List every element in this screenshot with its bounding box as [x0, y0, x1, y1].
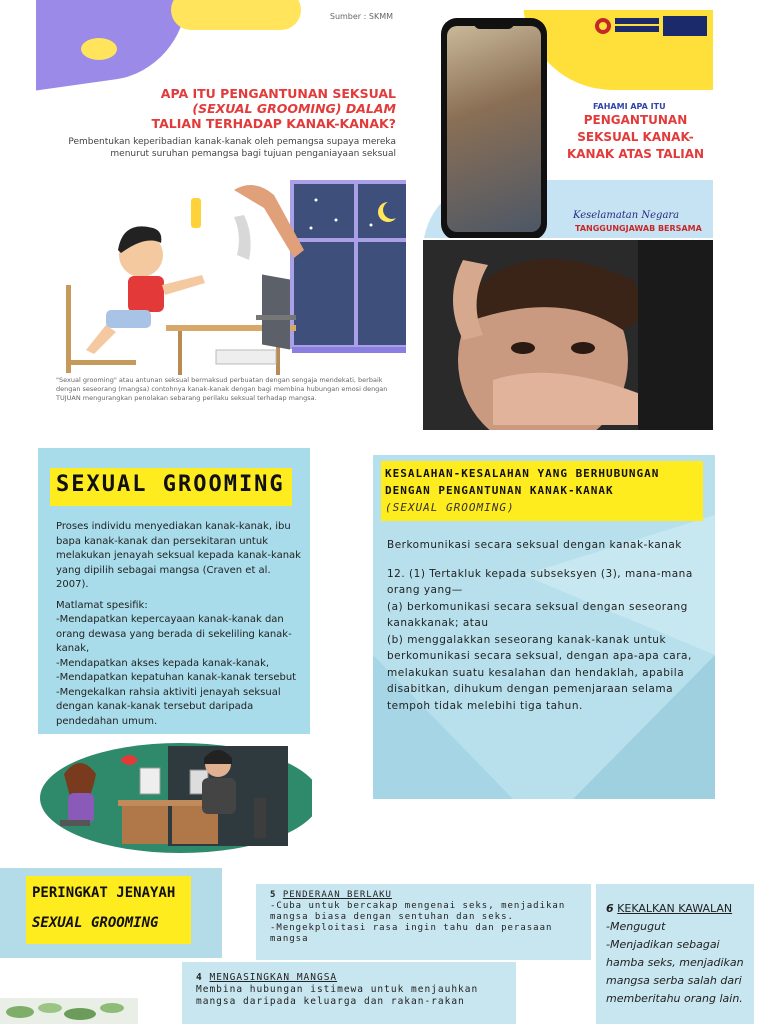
- stage-line: -Mengugut: [606, 920, 666, 933]
- child-shirt: [128, 276, 164, 312]
- yellow-blob-decoration: [171, 0, 301, 30]
- leaf-icon: [0, 998, 138, 1024]
- yellow-dot-decoration: [81, 38, 117, 60]
- tagline: Keselamatan Negara: [573, 210, 680, 221]
- stage-heading: KEKALKAN KAWALAN: [617, 902, 733, 915]
- title-line-1: APA ITU PENGANTUNAN SEKSUAL: [160, 86, 396, 101]
- section-12-1: 12. (1) Tertakluk kepada subseksyen (3), mana-mana orang yang—: [387, 567, 693, 596]
- panel1-caption: "Sexual grooming" atau antunan seksual bermaksud perbuatan dengan sengaja mendekati, berbaik dengan seseorang (mangsa) contohnya kanak-kanak dengan bagi membina hubungan emosi dengan TUJUAN mengurangkan penolakan sebarang perilaku seksual terhadap mangsa.: [56, 376, 388, 402]
- list-heading: Matlamat spesifik:: [56, 599, 148, 611]
- list-item: -Mendapatkan kepatuhan kanak-kanak tersebut: [56, 672, 297, 683]
- infographic-apa-itu: [36, 0, 421, 430]
- phone-screen-photo: [447, 26, 541, 232]
- stage-4-panel: [182, 962, 516, 1024]
- stage-line: Membina hubungan istimewa untuk menjauhkan mangsa daripada keluarga dan rakan-rakan: [196, 984, 479, 1007]
- stage-number: 6: [606, 902, 614, 915]
- panel1-subtitle: Pembentukan keperibadian kanak-kanak oleh pemangsa supaya mereka menurut suruhan pemangsa bagi tujuan penganiayaan seksual: [68, 137, 396, 159]
- child-photo-illustration: [423, 240, 713, 430]
- tagline-2: TANGGUNGJAWAB BERSAMA: [575, 224, 702, 233]
- frightened-child-photo: [423, 240, 713, 430]
- infographic-fahami: [423, 10, 713, 238]
- chair: [66, 285, 71, 373]
- list-item: -Mengekalkan rahsia aktiviti jenayah seksual dengan kanak-kanak tersebut daripada pendedahan umum.: [56, 686, 281, 727]
- stage-line: -Mengekploitasi rasa ingin tahu dan perasaan mangsa: [270, 923, 553, 944]
- mkn-logo: [593, 14, 709, 38]
- panel6-heading-sub: (SEXUAL GROOMING): [385, 501, 515, 514]
- stage-6-text: [606, 900, 751, 1008]
- stage-line: -Cuba untuk bercakap mengenai seks, menjadikan mangsa biasa dengan sentuhan dan seks.: [270, 901, 566, 922]
- phone-notch: [474, 22, 514, 29]
- stages-title-line-1: PERINGKAT JENAYAH: [32, 885, 176, 901]
- panel4-body: [56, 520, 304, 729]
- stage-heading: MENGASINGKAN MANGSA: [209, 972, 338, 983]
- stage-line: -Menjadikan sebagai hamba seks, menjadikan mangsa serba salah dari memberitahu orang lain.: [606, 938, 744, 1005]
- candy-icon: [191, 198, 201, 228]
- stages-title: [32, 878, 175, 938]
- clause-a: (a) berkomunikasi secara seksual dengan seseorang kanakkanak; atau: [387, 600, 688, 629]
- panel6-body: [387, 537, 709, 714]
- panel2-heading: [563, 112, 708, 163]
- stages-title-line-2: SEXUAL GROOMING: [32, 915, 159, 931]
- stage-5-text: [270, 890, 580, 945]
- heading-line-2: SEKSUAL KANAK-: [577, 130, 694, 144]
- heading-line-1: PENGANTUNAN: [583, 113, 688, 127]
- panel4-title: SEXUAL GROOMING: [56, 472, 285, 497]
- grooming-illustration: [66, 180, 406, 375]
- girl-and-predator-illustration: [40, 738, 312, 856]
- stage-heading: PENDERAAN BERLAKU: [282, 890, 392, 900]
- panel1-title: [136, 86, 396, 131]
- stage-number: 4: [196, 972, 203, 983]
- stage-4-text: [196, 972, 506, 1008]
- stage-5-panel: [256, 884, 591, 960]
- offences-panel: [373, 455, 715, 799]
- small-heading: FAHAMI APA ITU: [593, 102, 666, 111]
- list-item: -Mendapatkan akses kepada kanak-kanak,: [56, 657, 270, 669]
- source-label: Sumber : SKMM: [329, 12, 393, 21]
- monitor: [262, 275, 290, 350]
- window-frame: [292, 182, 406, 347]
- list-item: -Mendapatkan kepercayaan kanak-kanak dan orang dewasa yang berada di sekeliling kanak-kanak,: [56, 614, 292, 654]
- sexual-grooming-definition: [38, 448, 310, 734]
- stages-title-panel: [0, 868, 222, 958]
- online-chat-illustration: [40, 738, 312, 856]
- heading-line-3: KANAK ATAS TALIAN: [566, 147, 705, 161]
- panel6-heading: KESALAHAN-KESALAHAN YANG BERHUBUNGAN DENGAN PENGANTUNAN KANAK-KANAK: [385, 467, 660, 497]
- stage-6-panel: [596, 884, 754, 1024]
- title-line-2: (SEXUAL GROOMING) DALAM: [192, 101, 396, 116]
- title-line-3: TALIAN TERHADAP KANAK-KANAK?: [151, 116, 396, 131]
- definition-paragraph: Proses individu menyediakan kanak-kanak, ibu bapa kanak-kanak dan persekitaran untuk melakukan jenayah seksual kepada kanak-kanak yang dipilih sebagai mangsa (Craven et al. 2007).: [56, 521, 301, 590]
- stage-number: 5: [270, 890, 277, 900]
- offence-title: Berkomunikasi secara seksual dengan kanak-kanak: [387, 539, 682, 551]
- clause-b: (b) menggalakkan seseorang kanak-kanak untuk berkomunikasi secara seksual, dengan apa-apa cara, melakukan suatu kesalahan dan hendaklah, apabila disabitkan, dihukum dengan pemenjaraan selama tempoh tidak melebihi tiga tahun.: [387, 633, 692, 712]
- leaf-decoration-panel: [0, 998, 138, 1024]
